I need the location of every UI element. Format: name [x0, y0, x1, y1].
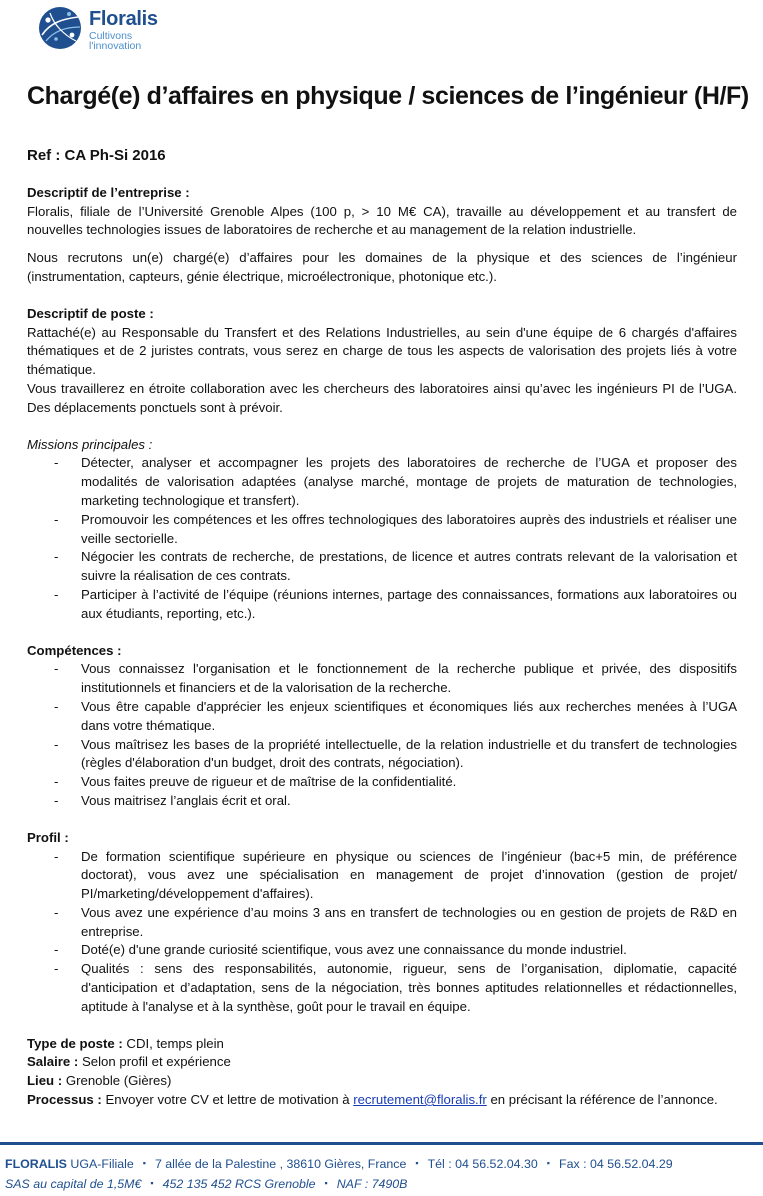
footer-line-2: [5, 1174, 673, 1194]
footer-company-suffix: UGA-Filiale: [66, 1157, 134, 1171]
separator-icon: ▪: [324, 1178, 328, 1188]
list-item: - Vous maîtrisez les bases de la propriété intellectuelle, de la relation industrielle et du transfert de technologies (règles d'élaboration d'un budget, droit des contrats, négociation).: [27, 736, 737, 774]
recrutement-email-link[interactable]: recrutement@floralis.fr: [353, 1092, 487, 1108]
list-item: - Participer à l’activité de l’équipe (réunions internes, partage des connaissances, formations aux laboratoires ou aux étudiants, reporting, etc.).: [27, 586, 737, 624]
footer-divider: [0, 1142, 763, 1145]
list-item: - Vous connaissez l'organisation et le fonctionnement de la recherche publique et privée, des dispositifs institutionnels et financiers et de la valorisation de la recherche.: [27, 660, 737, 698]
footer-tel: Tél : 04 56.52.04.30: [427, 1157, 538, 1171]
poste-paragraph-2: Vous travaillerez en étroite collaboration avec les chercheurs des laboratoires ainsi qu’avec les ingénieurs PI de l’UGA. Des déplacements ponctuels sont à prévoir.: [27, 380, 737, 415]
separator-icon: ▪: [415, 1158, 419, 1168]
salaire: Salaire : Selon profil et expérience: [27, 1054, 231, 1070]
logo-name: Floralis: [89, 8, 158, 30]
footer-line-1: [5, 1154, 673, 1174]
entreprise-paragraph-2: Nous recrutons un(e) chargé(e) d’affaires pour les domaines de la physique et des sciences de l’ingénieur (instrumentation, capteurs, génie électrique, microélectronique, photonique etc.).: [27, 250, 737, 284]
job-description: [27, 147, 737, 1110]
separator-icon: ▪: [150, 1178, 154, 1188]
section-heading-competences: Compétences :: [27, 642, 122, 658]
footer-capital: SAS au capital de 1,5M€: [5, 1177, 142, 1191]
footer-naf: NAF : 7490B: [336, 1177, 408, 1191]
type-de-poste: Type de poste : CDI, temps plein: [27, 1035, 224, 1051]
footer-rcs: 452 135 452 RCS Grenoble: [162, 1177, 316, 1191]
list-item: - Négocier les contrats de recherche, de prestations, de licence et autres contrats relevant de la valorisation et suivre la réalisation de ces contrats.: [27, 548, 737, 586]
list-item: - Vous être capable d'apprécier les enjeux scientifiques et économiques liés aux recherches menées à l’UGA dans votre thématique.: [27, 698, 737, 736]
section-heading-missions: Missions principales :: [27, 436, 153, 452]
footer-fax: Fax : 04 56.52.04.29: [559, 1157, 673, 1171]
list-item: - Vous avez une expérience d’au moins 3 ans en transfert de technologies ou en gestion de projets de R&D en entreprise.: [27, 904, 737, 942]
logo-tagline-1: Cultivons: [89, 30, 133, 42]
footer: [5, 1154, 673, 1194]
floralis-logo-icon: [36, 5, 84, 51]
list-item: - Qualités : sens des responsabilités, autonomie, rigueur, sens de l’organisation, diplomatie, capacité d'anticipation et d’adaptation, sens de la négociation, très bonnes aptitudes relationnelles et rédactionnelles, aptitude à l'analyse et à la synthèse, goût pour le travail en équipe.: [27, 960, 737, 1016]
logo-tagline-2: l'innovation: [89, 40, 142, 52]
missions-list: [27, 454, 737, 623]
list-item: - Vous maitrisez l’anglais écrit et oral.: [27, 792, 737, 811]
section-heading-profil: Profil :: [27, 829, 69, 845]
poste-paragraph-1: Rattaché(e) au Responsable du Transfert et des Relations Industrielles, au sein d'une équipe de 6 chargés d'affaires thématiques et de 2 juristes contrats, vous serez en charge de tous les aspects de valorisation des projets liés à votre thématique.: [27, 324, 737, 378]
footer-company: FLORALIS: [5, 1157, 67, 1171]
list-item: - Promouvoir les compétences et les offres technologiques des laboratoires auprès des industriels et réaliser une veille sectorielle.: [27, 511, 737, 549]
lieu: Lieu : Grenoble (Gières): [27, 1073, 172, 1089]
list-item: - Détecter, analyser et accompagner les projets des laboratoires de recherche de l’UGA et proposer des modalités de valorisation adaptées (analyse marché, montage de projets de maturation de technologies, marketing technologique et transfert).: [27, 454, 737, 510]
section-heading-entreprise: Descriptif de l’entreprise :: [27, 184, 190, 200]
separator-icon: ▪: [142, 1158, 146, 1168]
footer-address: 7 allée de la Palestine , 38610 Gières, France: [154, 1157, 407, 1171]
list-item: - Doté(e) d'une grande curiosité scientifique, vous avez une connaissance du monde industriel.: [27, 941, 737, 960]
profil-list: [27, 848, 737, 1017]
separator-icon: ▪: [546, 1158, 550, 1168]
section-heading-poste: Descriptif de poste :: [27, 305, 154, 321]
list-item: - Vous faites preuve de rigueur et de maîtrise de la confidentialité.: [27, 773, 737, 792]
competences-list: [27, 660, 737, 810]
entreprise-paragraph-1: Floralis, filiale de l’Université Grenoble Alpes (100 p, > 10 M€ CA), travaille au développement et au transfert de nouvelles technologies issues de laboratoires de recherche et au management de la relation industrielle.: [27, 203, 737, 238]
page-title: Chargé(e) d’affaires en physique / sciences de l’ingénieur (H/F): [27, 82, 749, 110]
floralis-logo: [36, 5, 186, 51]
list-item: - De formation scientifique supérieure en physique ou sciences de l’ingénieur (bac+5 min, de préférence doctorat), vous avez une spécialisation en management de projet d’innovation (gestion de projet/ PI/marketing/développement d'affaires).: [27, 848, 737, 904]
job-reference: Ref : CA Ph-Si 2016: [27, 147, 166, 164]
processus: Processus : Envoyer votre CV et lettre de motivation à recrutement@floralis.fr en précisant la référence de l’annonce.: [27, 1092, 718, 1108]
